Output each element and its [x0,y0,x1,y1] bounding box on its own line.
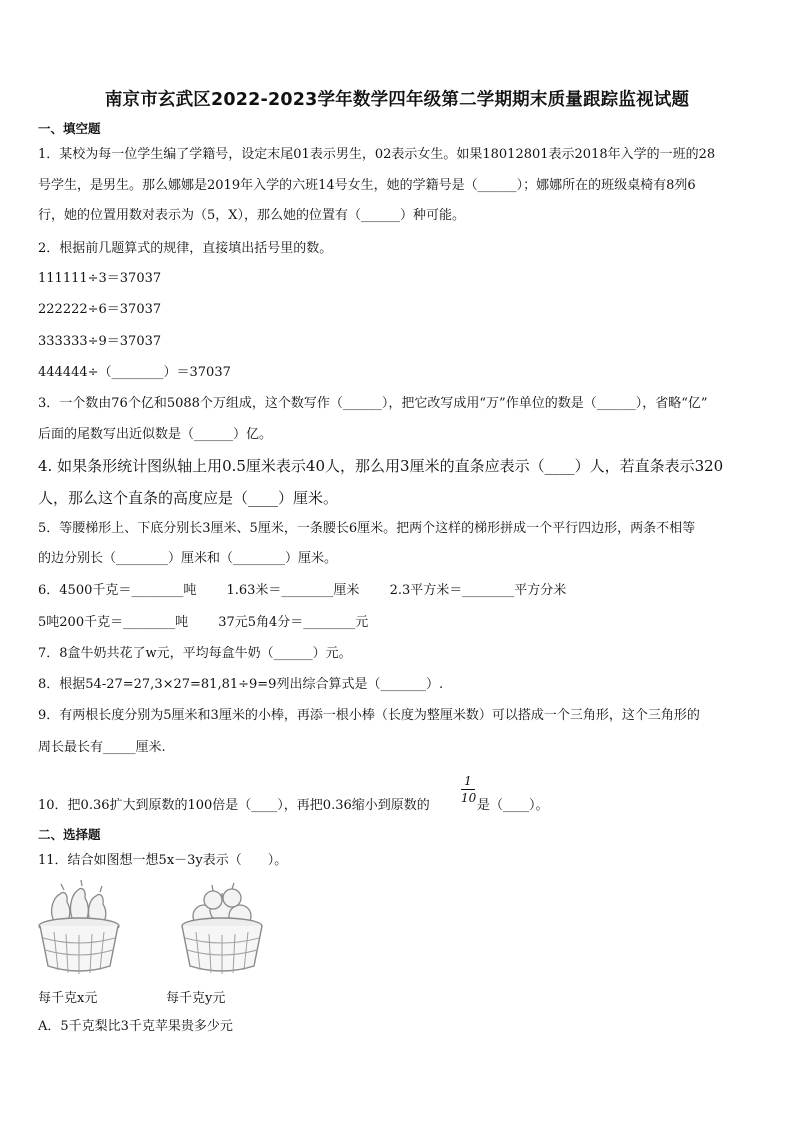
q9-line-1: 9．有两根长度分别为5厘米和3厘米的小棒，再添一根小棒（长度为整厘米数）可以搭成一个三角形，这个三角形的 [38,708,700,723]
section-choice-heading: 二、选择题 [38,827,101,842]
caption-apple-price: 每千克y元 [166,991,226,1006]
q2-eq-2: 222222÷6＝37037 [38,302,162,317]
q3-line-1: 3．一个数由76个亿和5088个万组成，这个数写作（______），把它改写成用“万”作单位的数是（______），省略“亿” [38,396,708,411]
q2-text: 2．根据前几题算式的规律，直接填出括号里的数。 [38,241,333,256]
q1-line-2: 号学生，是男生。那么娜娜是2019年入学的六班14号女生，她的学籍号是（______）；娜娜所在的班级桌椅有8列6 [38,178,696,193]
q2-eq-1: 111111÷3＝37037 [38,271,162,286]
q4-line-1: 4. 如果条形统计图纵轴上用0.5厘米表示40人，那么用3厘米的直条应表示（____）人，若直条表示320 [38,457,724,475]
q6-line-1: 6．4500千克＝________吨 1.63米＝________厘米 2.3平方米＝________平方分米 [38,583,567,598]
q10-text-a: 10．把0.36扩大到原数的100倍是（____），再把0.36缩小到原数的 [38,798,430,813]
q1-line-3: 行，她的位置用数对表示为（5，X），那么她的位置有（______）种可能。 [38,208,466,223]
q10-text-b: 是（____）。 [477,798,549,813]
q11-option-a: A．5千克梨比3千克苹果贵多少元 [38,1019,233,1034]
section-fill-heading: 一、填空题 [38,121,101,136]
q11-text: 11．结合如图想一想5x－3y表示（ ）。 [38,853,288,868]
fraction-denominator: 10 [461,791,477,805]
q9-line-2: 周长最长有_____厘米. [38,740,166,755]
apple-basket-image [176,880,268,978]
q6-line-2: 5吨200千克＝________吨 37元5角4分＝________元 [38,615,369,630]
q1-line-1: 1．某校为每一位学生编了学籍号，设定末尾01表示男生，02表示女生。如果18012801表示2018年入学的一班的28 [38,147,716,162]
q2-eq-4: 444444÷（________）＝37037 [38,365,231,380]
q2-eq-3: 333333÷9＝37037 [38,334,162,349]
caption-pear-price: 每千克x元 [38,991,98,1006]
pear-basket-image [34,880,124,978]
q5-line-1: 5．等腰梯形上、下底分别长3厘米、5厘米，一条腰长6厘米。把两个这样的梯形拼成一个平行四边形，两条不相等 [38,521,696,536]
q5-line-2: 的边分别长（________）厘米和（________）厘米。 [38,551,338,566]
q8-text: 8．根据54-27=27,3×27=81,81÷9=9列出综合算式是（_______）. [38,677,444,692]
q7-text: 7．8盒牛奶共花了w元，平均每盒牛奶（______）元。 [38,646,352,661]
page-title: 南京市玄武区2022-2023学年数学四年级第二学期期末质量跟踪监视试题 [104,90,690,110]
q4-line-2: 人，那么这个直条的高度应是（____）厘米。 [38,489,339,507]
fraction-bar [461,789,475,790]
q10-fraction [461,774,475,805]
q3-line-2: 后面的尾数写出近似数是（______）亿。 [38,427,273,442]
fraction-numerator: 1 [464,774,472,788]
